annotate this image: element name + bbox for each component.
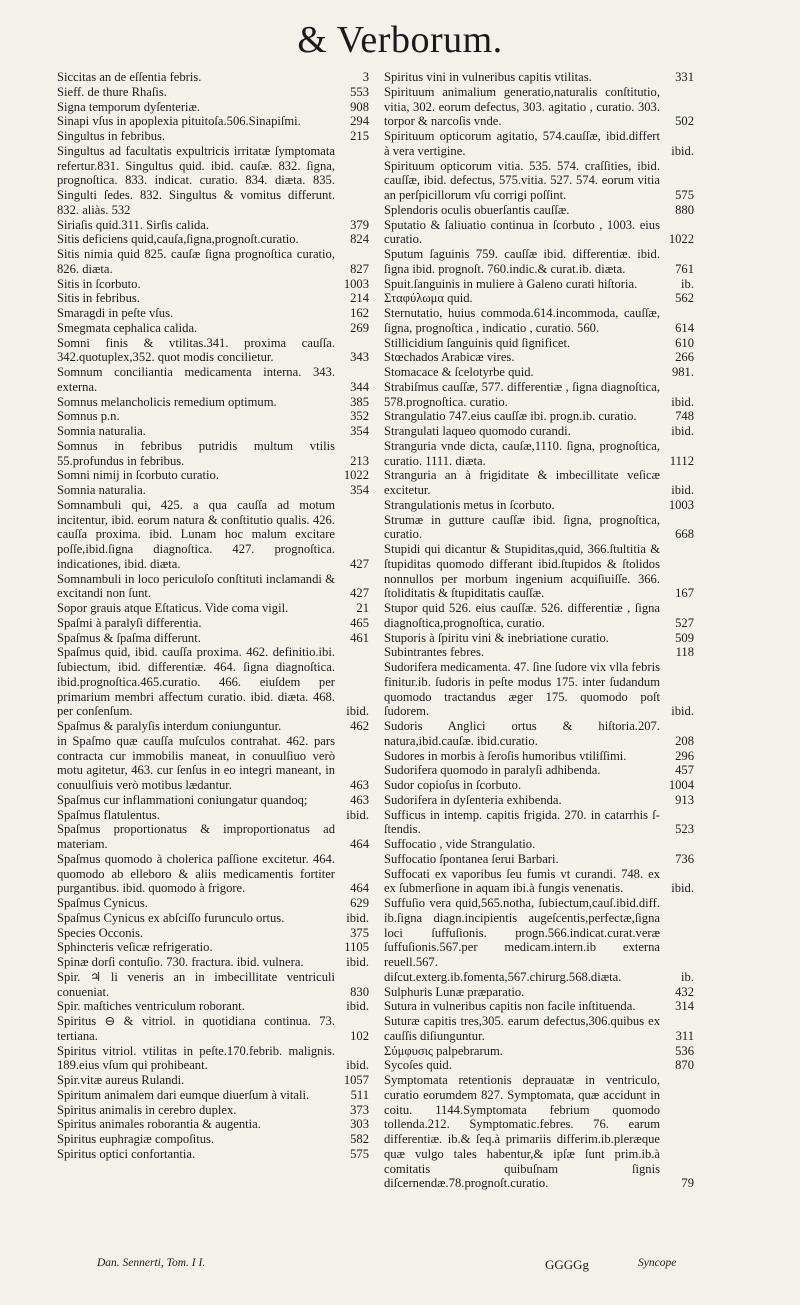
index-entry-page: 761 [675,261,694,276]
index-entry-text: Strangulati laqueo quomodo curandi. [384,424,571,438]
index-entry-text: Sudorifera medicamenta. 47. ſine ſudore vix vlla febris finitur.ib. ſudoris in peſte modus 175. inter ſudandum quomodo tractandus æger 175. quomodo poſt ſudorem. [384,660,660,719]
index-entry-page: 629 [350,896,369,910]
index-entry-page: 314 [675,999,694,1014]
index-entry-page: 79 [681,1176,694,1191]
index-entry-page: 427 [350,556,369,571]
index-entry [384,985,694,1000]
index-entry-text: Sitis in ſcorbuto. [57,276,141,291]
index-entry [57,306,369,321]
index-entry [57,955,369,970]
index-entry [384,468,694,498]
index-entry-text: Spiritus vitriol. vtilitas in peſte.170.febrib. malignis. 189.eius vſum qui prohibeant. [57,1043,335,1073]
index-entry-text: Sufficus in intemp. capitis frigida. 270. in catarrhis ſ- ſtendis. [384,807,660,837]
index-entry-text: Sinapi vſus in apoplexia pituitoſa.506.Sinapiſmi. [57,114,301,129]
index-entry-text: Stranguria vnde dicta, cauſæ,1110. ſigna, prognoſtica, curatio. 1111. diæta. [384,438,660,468]
index-entry-page: ib. [681,276,694,291]
index-entry [384,778,694,793]
index-entry-text: Spiritus ⊖ & vitriol. in quotidiana continua. 73. tertiana. [57,1014,335,1043]
index-entry [57,277,369,292]
index-entry-text: Sitis deficiens quid,cauſa,ſigna,prognoſt.curatio. [57,232,299,247]
index-entry-text: Σύμφυσις palpebrarum. [384,1043,503,1058]
index-entry-text: Stillicidium ſanguinis quid ſignificet. [384,335,571,350]
index-entry-text: Spiritus optici confortantia. [57,1146,196,1161]
index-entry-page: 908 [350,99,369,114]
index-entry-page: 1003 [668,497,694,512]
index-entry-page: 3 [362,70,369,84]
index-entry [384,498,694,513]
index-entry [384,129,694,159]
index-entry-text: Singultus in febribus. [57,129,166,143]
index-entry-text: Spaſmus Cynicus ex abſciſſo furunculo ortus. [57,910,285,925]
index-entry-text: Somni finis & vtilitas.341. proxima cauſſa. 342.quotuplex,352. quot modis concilietur. [57,335,335,365]
index-entry-page: 21 [356,601,369,615]
index-entry [57,291,369,306]
index-entry [57,232,369,247]
index-entry [57,144,369,218]
index-entry-page: 1112 [669,453,694,468]
index-entry-text: Stuporis à ſpiritu vini & inebriatione curatio. [384,630,609,645]
index-entry-page: 385 [350,394,369,409]
index-entry [57,616,369,631]
index-entry-text: Suffocati ex vaporibus ſeu fumis vt curandi. 748. ex ex ſubmerſione in aquam ibi.à fungis venenatis. [384,866,660,896]
index-entry-page: ibid. [346,704,369,719]
index-entry [57,1044,369,1074]
index-entry-page: 562 [675,291,694,306]
index-entry [57,631,369,646]
index-entry [57,85,369,100]
index-entry-page: ibid. [671,394,694,409]
index-entry-page: 1004 [668,778,694,792]
index-entry-text: Sudor copioſus in ſcorbuto. [384,778,522,792]
index-entry [57,218,369,233]
index-entry [57,1132,369,1147]
index-entry [384,1073,694,1191]
index-entry-text: Siccitas an de eſſentia febris. [57,70,202,84]
index-entry [57,896,369,911]
index-entry [384,867,694,897]
index-entry [57,645,369,719]
index-entry [384,1014,694,1044]
index-entry-page: 344 [350,379,369,394]
index-entry-page: 465 [350,615,369,630]
index-entry-text: Symptomata retentionis deprauatæ in ventriculo, curatio eorumdem 827. Symptomata, quæ accidunt in coitu. 1144.Symptomata febrium quomodo tollenda.212. Symptomatic.febres. 76. earum differentiæ. ib.& ſeq.à primariis differim.ib.pleræque quæ vulgo tales habentur,& ipſæ ſunt prim.ib.à comitatis quibuſnam ſignis diſcernendæ.78.prognoſt.curatio. [384,1073,660,1191]
index-entry-page: ibid. [671,483,694,497]
index-entry-text: Sudorifera in dyſenteria exhibenda. [384,792,562,807]
index-entry-page: 614 [675,320,694,335]
index-entry-page: 352 [350,409,369,424]
index-entry-page: 1022 [343,468,369,483]
index-entry-page: 464 [350,837,369,851]
index-entry-text: Sputatio & ſaliuatio continua in ſcorbuto , 1003. eius curatio. [384,217,660,247]
index-entry-text: Sopor grauis atque Eſtaticus. Vide coma vigil. [57,601,289,615]
index-entry-page: 830 [350,984,369,999]
index-entry [57,395,369,410]
footer-catchword: Syncope [638,1257,677,1269]
index-entry-text: Siriaſis quid.311. Sirſis calida. [57,217,210,232]
index-entry [57,424,369,439]
index-entry [57,911,369,926]
index-entry [384,1044,694,1059]
index-entry-text: Sputum ſaguinis 759. cauſſæ ibid. differentiæ. ibid. ſigna ibid. prognoſt. 760.indic.& curat.ib. diæta. [384,247,660,276]
index-entry-page: 880 [675,202,694,217]
index-entry [384,1058,694,1073]
index-entry-page: ibid. [671,143,694,158]
index-entry-page: 331 [675,70,694,84]
index-entry-page: 379 [350,217,369,232]
index-entry [57,1117,369,1132]
index-entry-page: ibid. [671,704,694,719]
index-entry-page: 527 [675,615,694,630]
index-entry-text: Sphincteris veſicæ refrigeratio. [57,940,213,955]
index-entry-text: Spiritus euphragiæ compoſitus. [57,1132,215,1146]
index-entry [57,483,369,498]
index-entry-page: 373 [350,1102,369,1117]
index-entry [384,631,694,646]
index-entry-page: 523 [675,822,694,837]
index-entry [384,542,694,601]
index-entry [384,350,694,365]
index-entry [384,808,694,838]
index-entry-page: 913 [675,792,694,807]
index-entry-page: 214 [350,291,369,306]
index-entry-text: Spiritus vini in vulneribus capitis vtilitas. [384,70,592,84]
index-entry-page: 870 [675,1058,694,1073]
index-entry-text: Suffocatio ſpontanea ſerui Barbari. [384,851,559,866]
index-entry-page: 1057 [343,1073,369,1087]
index-entry-page: 736 [675,851,694,866]
index-entry-text: Spirituum animalium generatio,naturalis conſtitutio, vitia, 302. eorum defectus, 303. agitatio , curatio. 303. torpor & narcoſis vnde. [384,84,660,129]
index-entry [57,100,369,115]
index-entry-text: Spaſmus & ſpaſma differunt. [57,630,201,645]
index-entry-text: Subintrantes febres. [384,645,485,660]
index-entry [57,468,369,483]
index-entry [384,247,694,277]
index-entry-text: Spirituum opticorum agitatio, 574.cauſſæ, ibid.differt à vera vertigine. [384,129,660,158]
index-entry-page: 462 [350,719,369,733]
index-entry [384,837,694,852]
index-entry [384,660,694,719]
index-entry-page: 354 [350,483,369,497]
index-entry [57,129,369,144]
footer-quire-mark: GGGGg [545,1257,590,1272]
index-entry-text: Spaſmus quomodo à cholerica paſſione excitetur. 464. quomodo ab elleboro & aliis medicamentis fortiter purgantibus. ibid. quomodo à frigore. [57,851,335,896]
index-entry-page: 536 [675,1043,694,1058]
index-entry-text: Stomacace & ſcelotyrbe quid. [384,365,534,379]
index-entry-text: Smaragdi in peſte vſus. [57,306,174,320]
index-entry-text: Singultus ad facultatis expultricis irritatæ ſymptomata refertur.831. Singultus quid. ibid. cauſæ. 832. ſigna, prognoſtica. 833. indicat. curatio. 834. diæta. 835. Singulti ſedes. 832. Singultus & vomitus differunt. 832. aliàs. 532 [57,143,335,217]
index-entry [384,439,694,469]
index-entry-page: 509 [675,630,694,645]
index-entry [57,409,369,424]
index-entry-page: 575 [675,188,694,202]
index-entry-page: 1105 [344,940,369,955]
index-entry-page: 553 [350,84,369,99]
index-entry-text: Spir. maſtiches ventriculum roborant. [57,999,245,1014]
index-entry-page: 208 [675,733,694,748]
index-entry-text: Somnus in febribus putridis multum vtilis 55.profundus in febribus. [57,438,335,468]
index-entry [57,114,369,129]
index-entry-text: Σταφύλωμα quid. [384,291,473,306]
index-entry-page: 294 [350,114,369,129]
index-entry-page: 457 [675,763,694,778]
index-entry-text: Spaſmus cur inflammationi coniungatur quandoq; [57,792,308,807]
index-entry-text: Somnus melancholicis remedium optimum. [57,394,277,409]
index-entry-text: Somnum conciliantia medicamenta interna. 343. externa. [57,365,335,394]
index-entry-text: Sitis nimia quid 825. cauſæ ſigna prognoſtica curatio, 826. diæta. [57,247,335,276]
index-left-column [57,70,369,1162]
index-entry-text: Sulphuris Lunæ præparatio. [384,984,525,999]
index-entry-text: Sitis in febribus. [57,291,140,306]
index-entry-text: Spuit.ſanguinis in muliere à Galeno curati hiſtoria. [384,276,638,291]
index-entry [57,734,369,793]
index-entry [57,926,369,941]
index-entry-text: Spiritum animalem dari eumque diuerſum à vitali. [57,1087,310,1102]
index-entry [384,291,694,306]
index-entry-text: Somnia naturalia. [57,483,146,497]
index-entry-text: Splendoris oculis obuerſantis cauſſæ. [384,202,570,217]
index-entry [384,896,694,985]
index-entry-page: ibid. [346,910,369,925]
index-entry-page: 311 [675,1028,694,1043]
index-entry-text: Signa temporum dyſenteriæ. [57,99,201,114]
index-entry-text: Strangulationis metus in ſcorbuto. [384,497,555,512]
index-entry [384,218,694,248]
index-entry-page: 464 [350,881,369,896]
index-entry [57,439,369,469]
index-entry-page: 215 [350,129,369,143]
index-entry-text: Strumæ in gutture cauſſæ ibid. ſigna, prognoſtica, curatio. [384,512,660,542]
index-entry-text: Stupor quid 526. eius cauſſæ. 526. differentiæ , ſigna diagnoſtica,prognoſtica, curatio. [384,601,660,630]
index-entry [57,1014,369,1044]
index-entry-text: Stupidi qui dicantur & Stupiditas,quid, 366.ſtultitia & ſtupiditas quomodo differant ibid.ſtupidos & ſtolidos nonnullos per morbum ingenium acquiſiuiſſe. 366. ſtoliditatis & ſtupiditatis cauſſæ. [384,542,660,601]
index-entry-page: 582 [350,1132,369,1146]
index-entry [384,365,694,380]
index-entry-text: Sieff. de thure Rhaſis. [57,84,167,99]
index-entry [384,719,694,749]
index-entry-page: 463 [350,792,369,807]
index-entry [57,940,369,955]
index-entry-page: 427 [350,586,369,601]
index-entry [57,1088,369,1103]
index-entry [57,719,369,734]
index-entry [384,424,694,439]
index-entry [384,306,694,336]
index-entry [384,601,694,631]
index-entry-text: Somnus p.n. [57,409,120,424]
index-entry [384,85,694,129]
index-entry-page: 827 [350,261,369,276]
index-entry-text: Sternutatio, huius commoda.614.incommoda, cauſſæ, ſigna, prognoſtica , indicatio , curatio. 560. [384,306,660,335]
index-entry [384,159,694,203]
index-entry-text: Somni nimij in ſcorbuto curatio. [57,468,219,483]
index-entry-text: Spaſmus Cynicus. [57,896,148,910]
index-entry [57,1073,369,1088]
index-entry-text: Suffocatio , vide Strangulatio. [384,837,536,851]
index-entry-text: Spiritus animalis in cerebro duplex. [57,1102,237,1117]
index-entry-page: 354 [350,424,369,438]
index-entry [384,336,694,351]
index-entry-text: Spir. ♃ li veneris an in imbecillitate ventriculi conueniat. [57,969,335,999]
index-entry-page: 269 [350,320,369,335]
index-entry-text: Somnia naturalia. [57,424,146,438]
index-entry-page: 213 [350,453,369,468]
index-entry [57,572,369,602]
index-entry-page: 511 [350,1087,369,1102]
index-entry-page: 343 [350,350,369,365]
index-entry [384,409,694,424]
index-entry-text: in Spaſmo quæ cauſſa muſculos contrahat. 462. pars contracta cur immobilis maneat, in conuulſiuo verò motu agitetur, 463. cur ſenſus in eo integri maneant, in conuulſiuis verò motibus lædantur. [57,733,335,792]
index-entry-page: ib. [681,969,694,984]
index-entry-page: 296 [675,748,694,763]
index-entry [384,513,694,543]
index-entry [384,793,694,808]
index-entry-text: Sudoris Anglici ortus & hiſtoria.207. natura,ibid.cauſæ. ibid.curatio. [384,719,660,748]
index-entry [57,999,369,1014]
index-entry-page: ibid. [346,999,369,1014]
index-entry [384,380,694,410]
page-title: & Verborum. [297,19,503,61]
index-entry-text: Suturæ capitis tres,305. earum defectus,306.quibus ex cauſſis diſiunguntur. [384,1014,660,1043]
index-entry-text: Sudores in morbis à ſeroſis humoribus vtiliſſimi. [384,748,627,763]
index-entry-page: 162 [350,306,369,320]
index-entry [57,1147,369,1162]
index-entry-page: ibid. [671,424,694,438]
index-entry-text: Strabiſmus cauſſæ, 577. differentiæ , ſigna diagnoſtica, 578.prognoſtica. curatio. [384,379,660,409]
index-entry-page: 502 [675,114,694,129]
index-entry-page: 1022 [668,232,694,247]
index-entry-text: Species Occonis. [57,925,144,940]
index-entry-text: Spaſmus quid, ibid. cauſſa proxima. 462. definitio.ibi. ſubiectum, ibid. differentiæ. 464. ſigna diagnoſtica. ibid.prognoſtica.465.curatio. 466. eiuſdem per primarium membri affectum curatio. ibid. diæta. 468. per conſenſum. [57,645,335,719]
index-entry-text: Somnambuli in loco periculoſo conſtituti inclamandi & excitandi non ſunt. [57,571,335,601]
index-entry-text: Spiritus animales roborantia & augentia. [57,1117,261,1132]
index-entry-page: 375 [350,925,369,940]
index-entry-text: Spaſmus flatulentus. [57,807,160,822]
index-entry-text: Sycoſes quid. [384,1058,452,1073]
index-entry-page: ibid. [346,807,369,822]
index-entry-text: Stranguria an à frigiditate & imbecillitate veſicæ excitetur. [384,468,660,497]
index-entry [57,822,369,852]
index-entry [57,601,369,616]
index-entry-page: 303 [350,1117,369,1132]
index-entry [57,247,369,277]
index-entry-text: Sudorifera quomodo in paralyſi adhibenda. [384,763,601,778]
index-entry-text: Spir.vitæ aureus Rulandi. [57,1073,185,1087]
index-entry [57,808,369,823]
index-entry [384,749,694,764]
index-entry-page: 981. [671,365,694,379]
index-entry-page: 575 [350,1146,369,1161]
index-entry [384,999,694,1014]
index-entry [57,336,369,366]
index-entry-text: Smegmata cephalica calida. [57,320,198,335]
index-entry-text: Spaſmi à paralyſi differentia. [57,615,202,630]
index-entry [384,852,694,867]
index-entry-text: Suffuſio vera quid,565.notha, ſubiectum,cauſ.ibid.diff. ib.ſigna diagn.incipientis augeſcentis,perfectæ,ſigna loci ſuffuſionis. progn.566.indicat.curat.veræ ſuffuſionis.567.per medicam.intern.ib externa reuell.567. diſcut.exterg.ib.fomenta,567.chirurg.568.diæta. [384,896,660,984]
index-entry [384,203,694,218]
index-entry-text: Somnambuli qui, 425. a qua cauſſa ad motum incitentur, ibid. eorum natura & conſtitutio qualis. 426. cauſſa proxima. ibid. Lunam hoc malum excitare poſſe,ibid.ſigna diagnoſtica. 427. prognoſtica. indicationes, ibid. diæta. [57,497,335,571]
index-right-column [384,70,694,1191]
index-entry [384,763,694,778]
index-entry [57,321,369,336]
index-entry [57,852,369,896]
index-entry-text: Spaſmus & paralyſis interdum coniunguntur. [57,719,282,733]
footer-signature: Dan. Sennerti, Tom. I I. [97,1257,206,1269]
index-entry [384,277,694,292]
index-entry-text: Strangulatio 747.eius cauſſæ ibi. progn.ib. curatio. [384,409,637,424]
page-footer [0,1257,800,1279]
index-entry [57,365,369,395]
index-entry-page: ibid. [671,881,694,896]
index-entry-page: 824 [350,232,369,247]
index-entry-text: Spirituum opticorum vitia. 535. 574. craſſities, ibid. cauſſæ, ibid. defectus, 575.vitia. 527. 574. eorum vitia an perſpicillorum vſu corrigi poſſint. [384,158,660,202]
index-entry-page: 610 [675,335,694,350]
index-entry [57,70,369,85]
index-entry-page: 668 [675,527,694,542]
index-entry-text: Spaſmus proportionatus & improportionatus ad materiam. [57,822,335,851]
index-entry [384,70,694,85]
index-entry-text: Spinæ dorſi contuſio. 730. fractura. ibid. vulnera. [57,955,304,969]
index-entry [384,645,694,660]
index-entry-page: ibid. [346,1058,369,1073]
index-entry [57,793,369,808]
index-entry-page: 167 [675,586,694,601]
index-entry [57,970,369,1000]
index-entry-page: 432 [675,984,694,999]
index-entry-page: 461 [350,630,369,645]
index-entry [57,498,369,572]
index-entry-text: Stœchados Arabicæ vires. [384,350,515,365]
index-entry-page: 748 [675,409,694,424]
index-entry-page: 102 [350,1028,369,1043]
index-entry-page: 266 [675,350,694,365]
index-entry-page: ibid. [346,955,369,969]
index-entry [57,1103,369,1118]
index-entry-page: 463 [350,778,369,792]
index-entry-page: 118 [675,645,694,660]
index-entry-text: Sutura in vulneribus capitis non facile inſtituenda. [384,999,636,1014]
index-entry-page: 1003 [343,276,369,291]
